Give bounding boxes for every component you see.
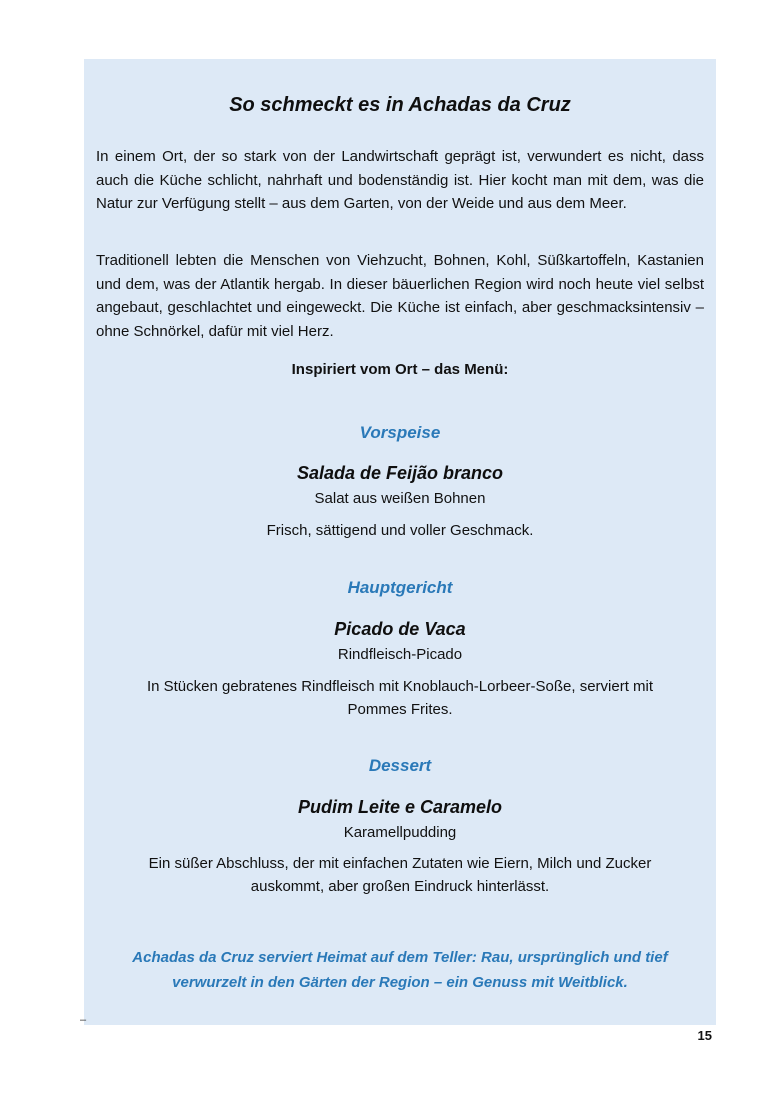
intro-paragraph-2: Traditionell lebten die Menschen von Viehzucht, Bohnen, Kohl, Süßkartoffeln, Kastanien und dem, was der Atlantik hergab. In dieser bäuerlichen Region wird noch heute viel selbst angebaut, geschlachtet und eingeweckt. Die Küche ist einfach, aber geschmacksintensiv – ohne Schnörkel, dafür mit viel Herz. bbox=[96, 252, 704, 340]
course-label: Dessert bbox=[368, 756, 432, 775]
dish-description: Frisch, sättigend und voller Geschmack. bbox=[266, 522, 534, 539]
dish-translation: Salat aus weißen Bohnen bbox=[314, 490, 486, 507]
footer-mark: – bbox=[80, 1014, 87, 1026]
content-panel bbox=[84, 59, 716, 1025]
dish-name: Salada de Feijão branco bbox=[296, 463, 504, 483]
page-number: 15 bbox=[697, 1028, 712, 1043]
course-label: Hauptgericht bbox=[347, 578, 453, 597]
dish-name: Pudim Leite e Caramelo bbox=[297, 797, 503, 817]
intro-paragraph-1: In einem Ort, der so stark von der Landwirtschaft geprägt ist, verwundert es nicht, dass auch die Küche schlicht, nahrhaft und bodenständig ist. Hier kocht man mit dem, was die Natur zur Verfügung stellt – aus dem Garten, von der Weide und aus dem Meer. bbox=[96, 148, 704, 212]
closing-statement: Achadas da Cruz serviert Heimat auf dem Teller: Rau, ursprünglich und tief verwurzelt in den Gärten der Region – ein Genuss mit Weitblick. bbox=[132, 949, 668, 991]
dish-description: Ein süßer Abschluss, der mit einfachen Zutaten wie Eiern, Milch und Zucker auskommt, aber großen Eindruck hinterlässt. bbox=[148, 855, 652, 895]
dish-description: In Stücken gebratenes Rindfleisch mit Knoblauch-Lorbeer-Soße, serviert mit Pommes Frites. bbox=[146, 678, 654, 718]
page-title: So schmeckt es in Achadas da Cruz bbox=[229, 94, 571, 116]
menu-heading: Inspiriert vom Ort – das Menü: bbox=[291, 361, 509, 378]
dish-translation: Rindfleisch-Picado bbox=[337, 646, 463, 663]
course-label: Vorspeise bbox=[359, 423, 441, 442]
dish-name: Picado de Vaca bbox=[334, 619, 466, 639]
dish-translation: Karamellpudding bbox=[343, 824, 457, 841]
